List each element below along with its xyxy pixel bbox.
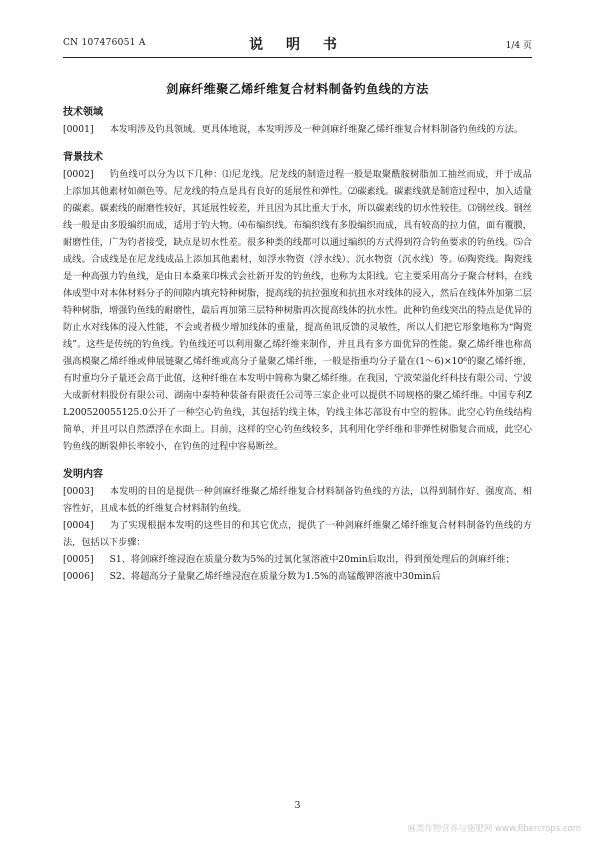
paragraph-number: [0005] [63,554,94,565]
paragraph [63,517,532,551]
paragraph-number: [0001] [63,124,94,135]
paragraph [63,483,532,517]
section-heading: 背景技术 [63,152,103,163]
document-title: 剑麻纤维聚乙烯纤维复合材料制备钓鱼线的方法 [166,82,429,96]
paragraph-text: 本发明的目的是提供一种剑麻纤维聚乙烯纤维复合材料制备钓鱼线的方法，以得到制作好、强度高、相容性好，且成本低的纤维复合材料制钓鱼线。 [63,486,532,514]
section-technical-field [63,104,532,138]
document-body [63,104,532,596]
paragraph-text: S2、将超高分子量聚乙烯纤维浸泡在质量分数为1.5%的高锰酸钾溶液中30min后 [109,571,441,582]
paragraph [63,551,532,568]
section-heading: 技术领域 [63,107,103,118]
paragraph-number: [0004] [63,520,94,531]
watermark: 麻类作物营养与施肥网 www.fibercrops.com [407,824,581,834]
paragraph-number: [0006] [63,571,94,582]
section-background [63,149,532,455]
paragraph [63,121,532,138]
page-indicator: 1/4 页 [505,41,532,51]
paragraph-number: [0003] [63,486,94,497]
paragraph-text: 为了实现根据本发明的这些目的和其它优点，提供了一种剑麻纤维聚乙烯纤维复合材料制备钓鱼线的方法，包括以下步骤： [63,520,532,548]
section-heading: 发明内容 [63,469,103,480]
paragraph [63,166,532,455]
paragraph-number: [0002] [63,169,94,180]
paragraph-text: 本发明涉及钓具领域。更具体地说，本发明涉及一种剑麻纤维聚乙烯纤维复合材料制备钓鱼线的方法。 [109,124,523,135]
paragraph-text: S1、将剑麻纤维浸泡在质量分数为5%的过氧化氢溶液中20min后取出，得到预处理后的剑麻纤维； [109,554,515,565]
page-header [63,34,532,54]
page-number: 3 [294,800,301,811]
patent-number: CN 107476051 A [63,38,146,48]
document-type: 说 明 书 [249,37,346,53]
paragraph [63,568,532,585]
header-divider [63,57,532,58]
paragraph-text: 钓鱼线可以分为以下几种：⑴尼龙线。尼龙线的制造过程一般是取聚酰胺树脂加工抽丝而成，并于成品上添加其他素材如颜色等。尼龙线的特点是具有良好的延展性和弹性。⑵碳素线。碳素线就是制造过程中，加入适量的碳素。碳素线的耐磨性较好，其延展性较差，并且因为其比重大于水，所以碳素线的切水性较佳。⑶钢丝线。钢丝线一般是由多股编织而成，适用于钓大物。⑷布编织线。布编织线有多股编织而成，具有较高的拉力值，面有覆膜，耐磨性佳，广为钓者接受，缺点是切水性差。很多种类的线都可以通过编织的方式得到符合钓鱼要求的钓鱼线。⑸合成线。合成线是在尼龙线成品上添加其他素材，如浮水物资（浮水线）、沉水物资（沉水线）等。⑹陶瓷线。陶瓷线是一种高强力钓鱼线，是由日本桑莱印株式会社新开发的钓鱼线，也称为太阳线。它主要采用高分子聚合材料，在线体成型中对本体材料分子的间隙内填充特种树脂，提高线的抗拉强度和抗扭水对线体的浸入，然后在线体外加第二层特种树脂，增强钓鱼线的耐磨性，最后再加第三层特种树脂再次提高线体的抗水性。此种钓鱼线突出的特点是优异的防止水对线体的浸入性能，不会或者极少增加线体的重量，提高鱼讯反馈的灵敏性，所以人们把它形象地称为“陶瓷线”。这些是传统的钓鱼线。钓鱼线还可以利用聚乙烯纤维来制作，并且具有多方面优异的性能。聚乙烯纤维也称高强高模聚乙烯纤维或伸展链聚乙烯纤维或高分子量聚乙烯纤维，一般是指重均分子量在(1～6)×10⁶的聚乙烯纤维，有时重均分子量还会高于此值，这种纤维在本发明中简称为聚乙烯纤维。在我国，宁波荣溢化纤科技有限公司、宁波大成新材料股份有限公司、湖南中泰特种装备有限责任公司等三家企业可以提供不同规格的聚乙烯纤维。中国专利ZL200520055125.0公开了一种空心钓鱼线，其包括钓线主体，钓线主体芯部设有中空的腔体。此空心钓鱼线结构简单，并且可以自然漂浮在水面上。目前，这样的空心钓鱼线较多，其利用化学纤维和非弹性树脂复合而成，此空心钓鱼线的断裂伸长率较小，在钓鱼的过程中容易断丝。 [63,169,532,452]
section-summary [63,466,532,585]
